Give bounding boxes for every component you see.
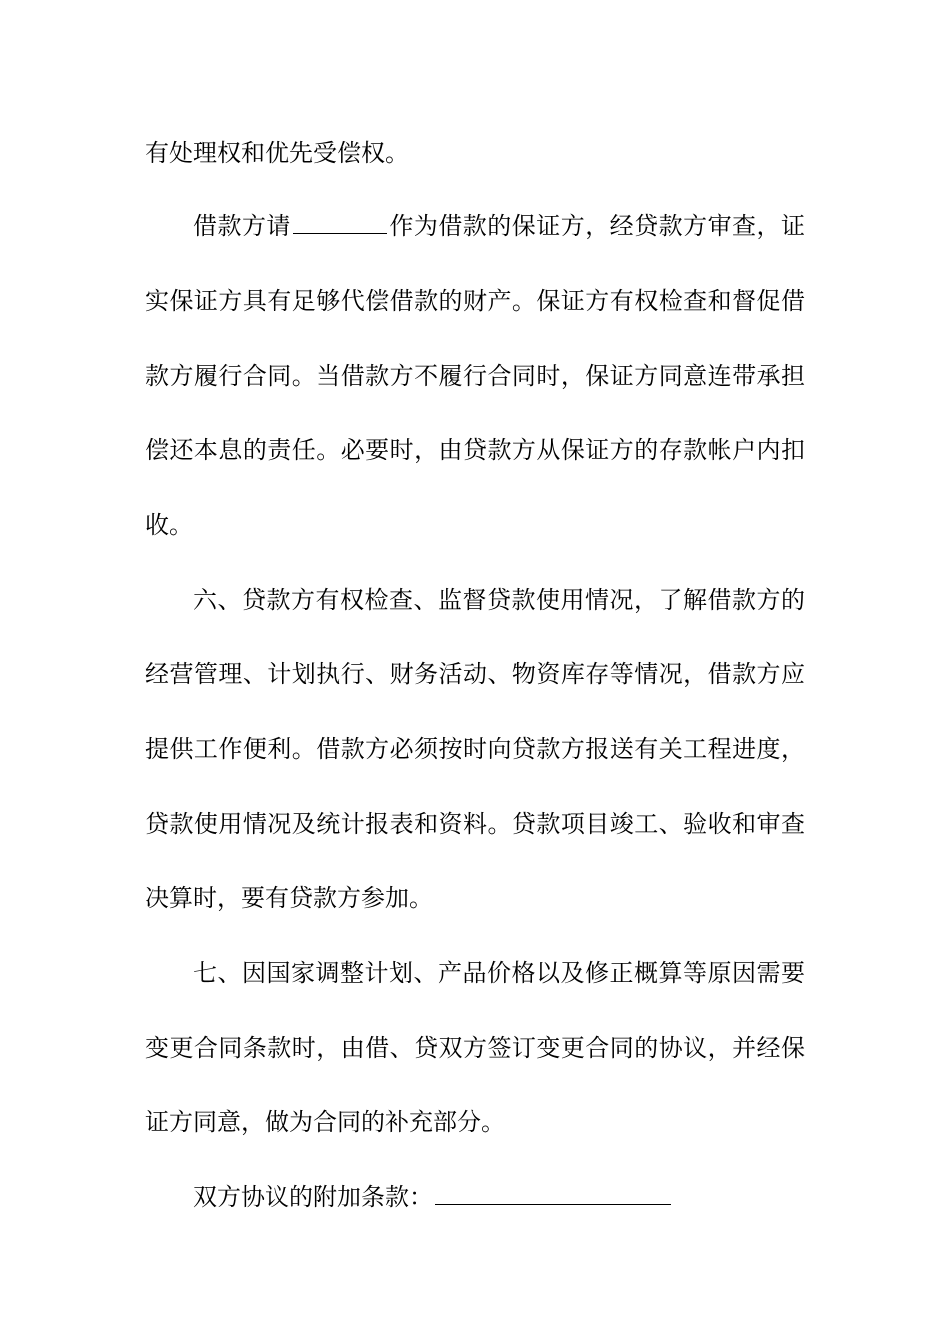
additional-terms-blank-field[interactable] [435, 1182, 671, 1205]
text-line: 实保证方具有足够代偿借款的财产。保证方有权检查和督促借 [145, 287, 805, 315]
clause-six-heading-line: 六、贷款方有权检查、监督贷款使用情况，了解借款方的 [193, 586, 805, 614]
text-line: 贷款使用情况及统计报表和资料。贷款项目竣工、验收和审查 [145, 810, 805, 838]
text-line: 偿还本息的责任。必要时，由贷款方从保证方的存款帐户内扣 [145, 436, 805, 464]
guarantor-blank-field[interactable] [293, 211, 387, 234]
additional-terms-label: 双方协议的附加条款： [193, 1183, 433, 1211]
text-line: 证方同意，做为合同的补充部分。 [145, 1108, 505, 1136]
guarantor-line [193, 208, 805, 244]
text-line: 收。 [145, 511, 193, 539]
text-line: 决算时，要有贷款方参加。 [145, 884, 433, 912]
text-segment: 借款方请 [193, 212, 291, 240]
clause-seven-heading-line: 七、因国家调整计划、产品价格以及修正概算等原因需要 [193, 959, 805, 987]
text-segment: 作为借款的保证方，经贷款方审查，证 [388, 212, 806, 240]
text-line: 经营管理、计划执行、财务活动、物资库存等情况，借款方应 [145, 660, 805, 688]
text-line: 款方履行合同。当借款方不履行合同时，保证方同意连带承担 [145, 362, 805, 390]
text-line: 提供工作便利。借款方必须按时向贷款方报送有关工程进度， [145, 735, 805, 763]
text-line: 有处理权和优先受偿权。 [145, 139, 409, 167]
additional-terms-line [193, 1179, 805, 1215]
text-line: 变更合同条款时，由借、贷双方签订变更合同的协议，并经保 [145, 1034, 805, 1062]
